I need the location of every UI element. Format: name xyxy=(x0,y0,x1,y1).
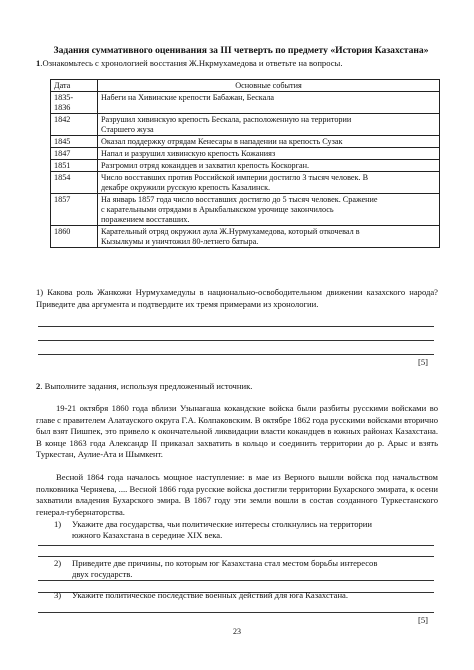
task1-instruction xyxy=(36,58,342,69)
event-line: Карательный отряд окружил аула Ж.Нурмухамедова, который откочевал в xyxy=(101,226,360,236)
question-number: 2) xyxy=(54,558,62,568)
page-title: Задания суммативного оценивания за III четверть по предмету «История Казахстана» xyxy=(53,45,429,56)
date-cell xyxy=(51,136,98,148)
date-line: 1847 xyxy=(54,148,71,158)
source-paragraph-2: Весной 1864 года началось мощное наступление: в мае из Верного вышли войска под начальством полковника Черняева, .... Весной 1866 года русские войска достигли территории Бухарского эмирата, к осени захватили владения Бухарского эмира. В 1867 году эти земли вошли в состав созданного Туркестанского генерал-губернаторства. xyxy=(36,472,438,517)
date-line: 1835- xyxy=(54,92,74,102)
question-text xyxy=(72,558,377,580)
date-line: 1842 xyxy=(54,114,71,124)
question-line: Укажите политическое последствие военных действий для юга Казахстана. xyxy=(72,590,349,600)
event-cell xyxy=(98,136,440,148)
table-row xyxy=(51,114,440,136)
score-1: [5] xyxy=(418,357,429,367)
answer-line xyxy=(38,612,434,613)
date-line: 1851 xyxy=(54,160,71,170)
source-paragraph-1: 19-21 октября 1860 года вблизи Узынагаша кокандские войска были разбиты русскими войсками во главе с правителем Алатауского округа Г.А. Колпаковским. В октябре 1862 года русскими войсками вторично был взят Пишпек, это привело к окончательной ликвидации власти кокандцев в южных районах Казахстана. В конце 1863 года Александр II приказал захватить в кольцо и соединить территории до р. Арыс и взять Туркестан, Аулие-Ата и Шымкент. xyxy=(36,403,438,460)
answer-line xyxy=(38,580,434,581)
event-line: поражением восставших. xyxy=(101,214,190,224)
question-1: 1) Какова роль Жанкожи Нурмухамедулы в национально-освободительном движении казахского народа? Приведите два аргумента и подтвердите их тремя примерами из хронологии. xyxy=(36,287,438,309)
date-cell xyxy=(51,148,98,160)
event-line: На январь 1857 года число восставших достигло до 5 тысяч человек. Сражение xyxy=(101,194,378,204)
date-line: 1836 xyxy=(54,102,71,112)
question-line: Приведите две причины, по которым юг Казахстана стал местом борьбы интересов xyxy=(72,558,378,568)
event-line: Кызылкумы и уничтожил 80-летнего батыра. xyxy=(101,236,259,246)
score-2: [5] xyxy=(418,615,429,625)
event-cell xyxy=(98,172,440,194)
event-cell xyxy=(98,148,440,160)
header-events: Основные события xyxy=(98,80,440,92)
question-text xyxy=(72,519,372,541)
table-row xyxy=(51,136,440,148)
table-row xyxy=(51,160,440,172)
event-cell xyxy=(98,226,440,248)
date-line: 1860 xyxy=(54,226,71,236)
event-line: Оказал поддержку отрядам Кенесары в нападении на крепость Сузак xyxy=(101,136,343,146)
date-cell xyxy=(51,194,98,226)
event-line: Набеги на Хивинские крепости Бабажан, Бескала xyxy=(101,92,275,102)
table-row xyxy=(51,148,440,160)
question-text xyxy=(72,590,348,601)
answer-line xyxy=(38,545,434,546)
question-line: двух государств. xyxy=(72,569,133,579)
date-line: 1854 xyxy=(54,172,71,182)
table-header-row xyxy=(51,80,440,92)
event-line: Напал и разрушил хивинскую крепость Кожанияз xyxy=(101,148,276,158)
event-line: декабре окружили русскую крепость Казалинск. xyxy=(101,182,271,192)
event-line: Разрушил хивинскую крепость Бескала, расположенную на территории xyxy=(101,114,352,124)
event-line: Число восставших против Российской империи достигло 3 тысяч человек. В xyxy=(101,172,369,182)
answer-line xyxy=(38,340,434,341)
date-cell xyxy=(51,226,98,248)
date-cell xyxy=(51,160,98,172)
date-line: 1857 xyxy=(54,194,71,204)
event-cell xyxy=(98,92,440,114)
event-line: Разгромил отряд кокандцев и захватил крепость Коскорган. xyxy=(101,160,310,170)
event-cell xyxy=(98,160,440,172)
event-cell xyxy=(98,194,440,226)
date-cell xyxy=(51,172,98,194)
task1-number: 1 xyxy=(36,58,41,68)
chronology-table xyxy=(50,79,440,248)
question-number: 1) xyxy=(54,519,62,529)
event-cell xyxy=(98,114,440,136)
answer-line xyxy=(38,326,434,327)
date-cell xyxy=(51,114,98,136)
event-line: Старшего жуза xyxy=(101,124,154,134)
header-date: Дата xyxy=(51,80,98,92)
table-row xyxy=(51,172,440,194)
date-cell xyxy=(51,92,98,114)
question-line: южного Казахстана в середине XIX века. xyxy=(72,530,223,540)
task2-number: 2 xyxy=(36,381,41,391)
page-number: 23 xyxy=(233,627,241,636)
event-line: с карательными отрядами в Арыкбалыкском урочище закончилось xyxy=(101,204,334,214)
question-number: 3) xyxy=(54,590,62,600)
table-row xyxy=(51,92,440,114)
date-line: 1845 xyxy=(54,136,71,146)
task1-text: .Ознакомьтесь с хронологией восстания Ж.Нкрмухамедова и ответьте на вопросы. xyxy=(40,58,343,68)
answer-line xyxy=(38,354,434,355)
question-line: Укажите два государства, чьи политические интересы столкнулись на территории xyxy=(72,519,373,529)
task2-instruction xyxy=(36,381,252,392)
table-row xyxy=(51,194,440,226)
table-row xyxy=(51,226,440,248)
task2-text: . Выполните задания, используя предложенный источник. xyxy=(40,381,253,391)
answer-line xyxy=(38,556,434,557)
